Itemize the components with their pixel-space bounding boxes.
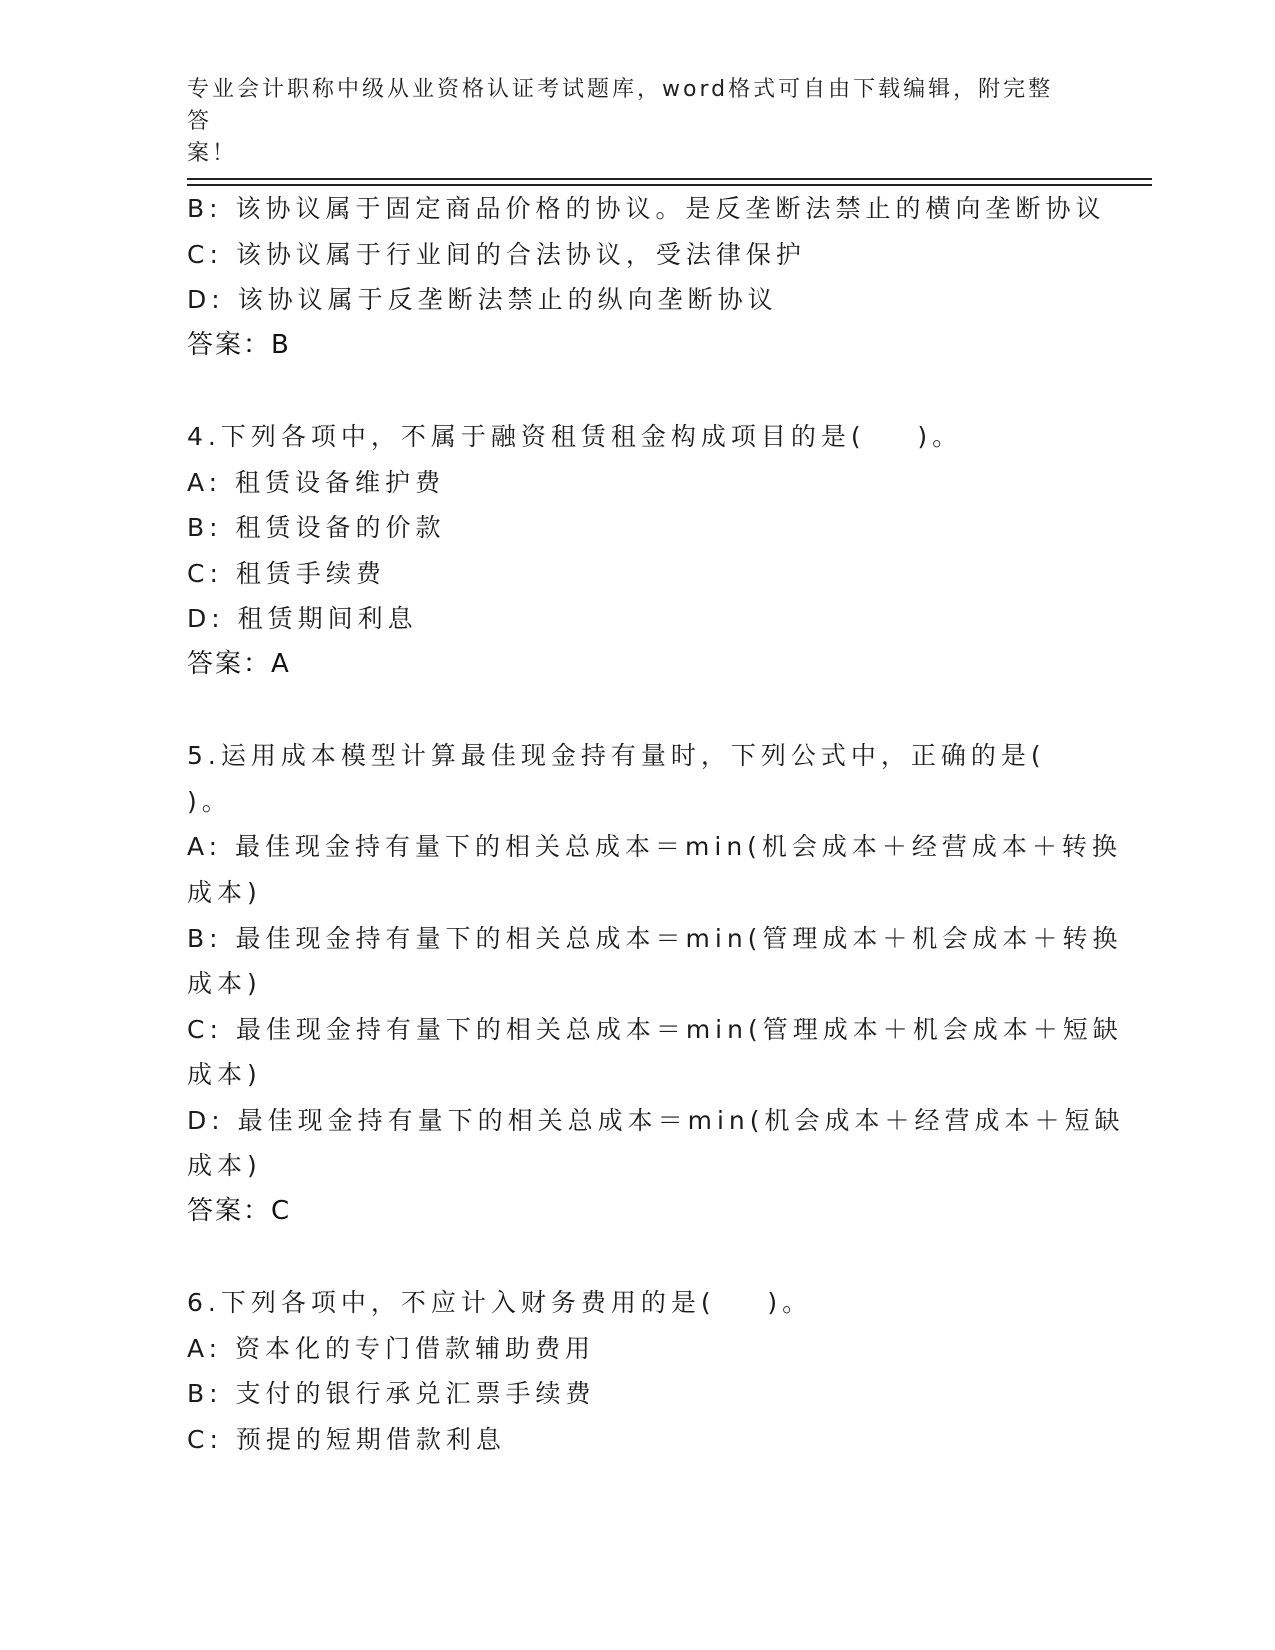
q5-answer: 答案：C bbox=[187, 1196, 292, 1227]
q5-option-a-line-2: 成本) bbox=[187, 877, 262, 907]
q4-option-b: B: 租赁设备的价款 bbox=[187, 513, 446, 543]
q3-answer: 答案：B bbox=[187, 329, 291, 360]
header-rule-top bbox=[187, 178, 1152, 180]
q5-option-d-line-2: 成本) bbox=[187, 1151, 262, 1181]
q3-option-c: C: 该协议属于行业间的合法协议，受法律保护 bbox=[187, 239, 806, 269]
q4-option-c: C: 租赁手续费 bbox=[187, 558, 386, 588]
spacer bbox=[187, 368, 1087, 414]
q4-option-d: D: 租赁期间利息 bbox=[187, 604, 418, 634]
question-content bbox=[187, 186, 1125, 1463]
q3-option-d: D: 该协议属于反垄断法禁止的纵向垄断协议 bbox=[187, 285, 778, 315]
q5-option-c-line-1: C: 最佳现金持有量下的相关总成本＝min(管理成本＋机会成本＋短缺 bbox=[187, 1014, 1123, 1044]
q5-option-a-line-1: A: 最佳现金持有量下的相关总成本＝min(机会成本＋经营成本＋转换 bbox=[187, 832, 1122, 862]
q6-stem: 6.下列各项中，不应计入财务费用的是( )。 bbox=[187, 1288, 813, 1318]
q5-option-c-line-2: 成本) bbox=[187, 1060, 262, 1090]
q5-option-d-line-1: D: 最佳现金持有量下的相关总成本＝min(机会成本＋经营成本＋短缺 bbox=[187, 1105, 1125, 1135]
q5-option-b-line-1: B: 最佳现金持有量下的相关总成本＝min(管理成本＋机会成本＋转换 bbox=[187, 923, 1123, 953]
q6-option-a: A: 资本化的专门借款辅助费用 bbox=[187, 1333, 596, 1363]
page-header bbox=[187, 74, 1067, 170]
q5-stem-line-2: )。 bbox=[187, 786, 232, 816]
q3-option-b: B: 该协议属于固定商品价格的协议。是反垄断法禁止的横向垄断协议 bbox=[187, 194, 1106, 223]
q6-option-b: B: 支付的银行承兑汇票手续费 bbox=[187, 1379, 596, 1409]
q4-answer: 答案：A bbox=[187, 648, 291, 679]
q4-option-a: A: 租赁设备维护费 bbox=[187, 467, 446, 497]
q5-stem-line-1: 5.运用成本模型计算最佳现金持有量时，下列公式中，正确的是( bbox=[187, 741, 1046, 771]
spacer bbox=[187, 688, 1087, 734]
header-line-1: 专业会计职称中级从业资格认证考试题库，word格式可自由下载编辑，附完整答 bbox=[187, 77, 1054, 134]
spacer bbox=[187, 1235, 1087, 1281]
q4-stem: 4.下列各项中，不属于融资租赁租金构成项目的是( )。 bbox=[187, 421, 963, 451]
q5-option-b-line-2: 成本) bbox=[187, 969, 262, 999]
header-line-2: 案！ bbox=[187, 141, 238, 166]
q6-option-c: C: 预提的短期借款利息 bbox=[187, 1425, 506, 1455]
